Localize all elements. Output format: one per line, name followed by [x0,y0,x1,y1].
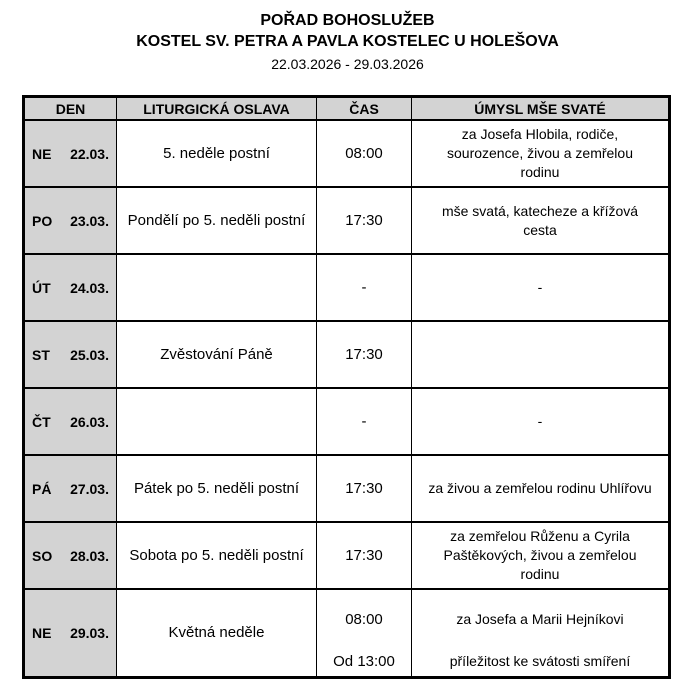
day-date: 25.03. [70,346,109,363]
intention-cell: mše svatá, katecheze a křížová cesta [412,187,670,254]
time-value: Od 13:00 [333,653,395,671]
intention-stack [426,591,654,675]
day-date: 28.03. [70,547,109,564]
table-row [24,455,670,522]
time-cell [317,589,412,677]
column-header-time: ČAS [317,97,412,121]
day-label [25,481,116,497]
celebration-cell: Pondělí po 5. neděli postní [117,187,317,254]
day-label [25,548,116,564]
day-cell [24,254,117,321]
time-stack [317,591,411,675]
day-date: 27.03. [70,480,109,497]
day-cell [24,589,117,677]
table-row [24,388,670,455]
celebration-cell: Pátek po 5. neděli postní [117,455,317,522]
celebration-cell [117,388,317,455]
intention-cell: za zemřelou Růženu a Cyrila Paštěkových, živou a zemřelou rodinu [412,522,670,589]
day-label [25,347,116,363]
intention-text: za Josefa a Marii Hejníkovi [456,611,624,628]
table-row [24,187,670,254]
time-cell: 17:30 [317,187,412,254]
page-header [0,0,695,74]
header-row [24,97,670,121]
day-label [25,213,116,229]
celebration-cell: Zvěstování Páně [117,321,317,388]
time-cell: - [317,388,412,455]
day-cell [24,120,117,187]
intention-text: příležitost ke svátosti smíření [449,653,631,670]
day-abbreviation: NE [32,145,52,162]
day-abbreviation: ST [32,346,50,363]
day-abbreviation: ÚT [32,279,51,296]
day-cell [24,321,117,388]
column-header-celebration: LITURGICKÁ OSLAVA [117,97,317,121]
time-cell: 08:00 [317,120,412,187]
intention-cell: - [412,254,670,321]
page-subtitle: KOSTEL SV. PETRA A PAVLA KOSTELEC U HOLEŠOVA [136,33,559,50]
day-abbreviation: NE [32,624,52,641]
table-row [24,321,670,388]
table-row [24,254,670,321]
day-date: 29.03. [70,624,109,641]
day-label [25,146,116,162]
celebration-cell [117,254,317,321]
day-abbreviation: SO [32,547,53,564]
time-cell: 17:30 [317,455,412,522]
schedule-body [24,120,670,677]
time-cell: 17:30 [317,321,412,388]
intention-cell: - [412,388,670,455]
day-label [25,414,116,430]
day-date: 24.03. [70,279,109,296]
date-range: 22.03.2026 - 29.03.2026 [271,56,424,72]
intention-cell [412,321,670,388]
day-cell [24,187,117,254]
day-date: 26.03. [70,413,109,430]
time-cell: 17:30 [317,522,412,589]
column-header-intention: ÚMYSL MŠE SVATÉ [412,97,670,121]
celebration-cell: Sobota po 5. neděli postní [117,522,317,589]
day-abbreviation: PÁ [32,480,52,497]
day-label [25,280,116,296]
day-cell [24,388,117,455]
intention-cell: za živou a zemřelou rodinu Uhlířovu [412,455,670,522]
day-label [25,625,116,641]
intention-cell: za Josefa Hlobila, rodiče, sourozence, živou a zemřelou rodinu [412,120,670,187]
table-row [24,522,670,589]
table-row [24,589,670,677]
page-title: POŘAD BOHOSLUŽEB [260,12,435,29]
day-cell [24,455,117,522]
celebration-cell: Květná neděle [117,589,317,677]
day-date: 23.03. [70,212,109,229]
day-date: 22.03. [70,145,109,162]
time-value: 08:00 [345,611,383,629]
time-cell: - [317,254,412,321]
column-header-day: DEN [24,97,117,121]
day-abbreviation: PO [32,212,53,229]
day-cell [24,522,117,589]
celebration-cell: 5. neděle postní [117,120,317,187]
intention-cell [412,589,670,677]
day-abbreviation: ČT [32,413,51,430]
schedule-table [22,95,671,679]
table-row [24,120,670,187]
